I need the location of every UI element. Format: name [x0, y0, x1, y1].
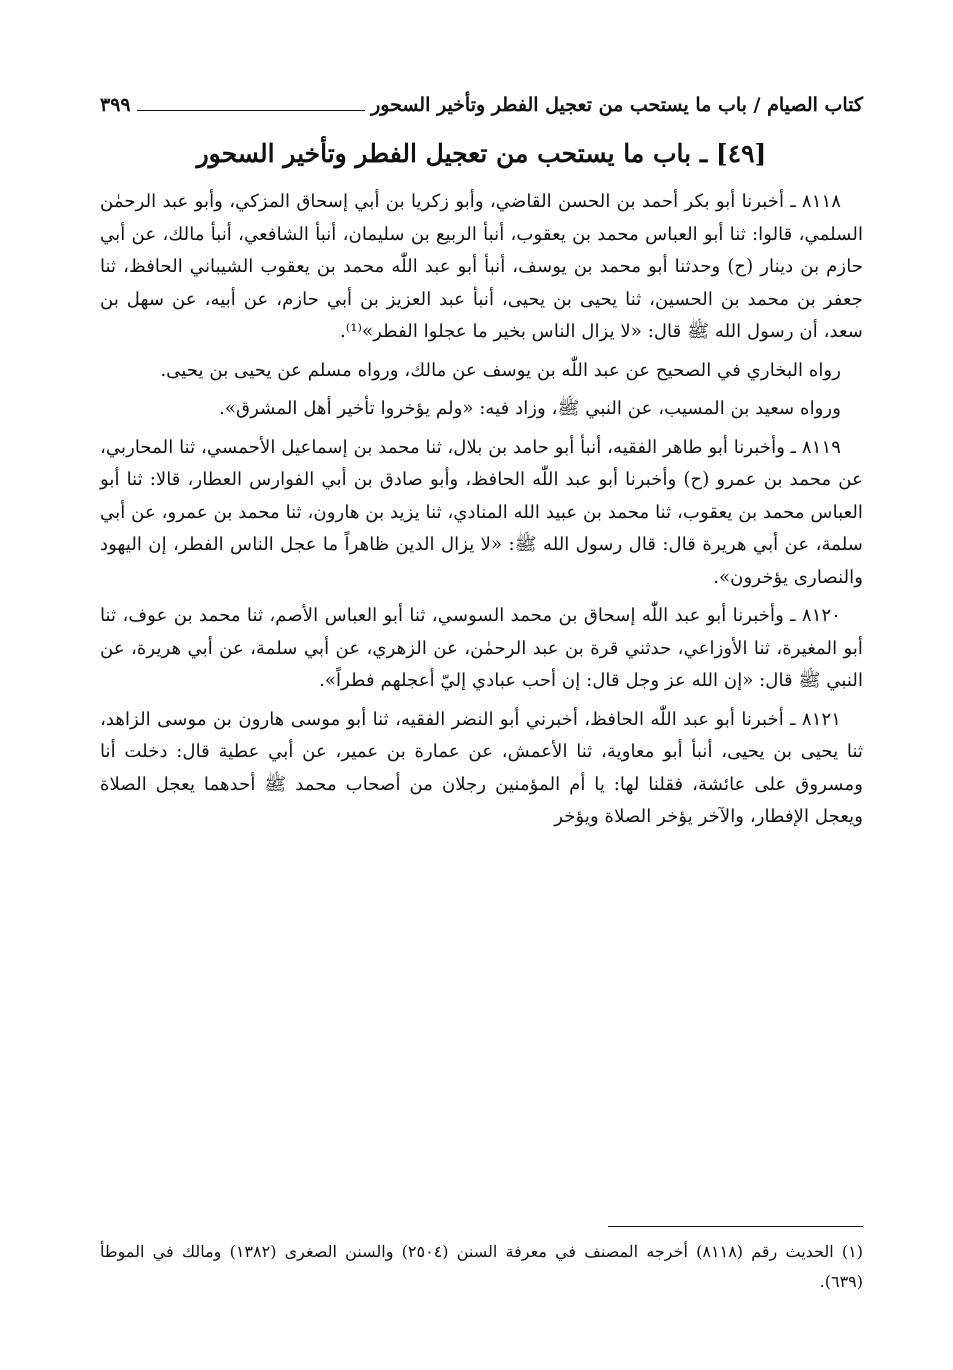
- footnotes: [100, 1237, 863, 1297]
- paragraph-said-note: ورواه سعيد بن المسيب، عن النبي ﷺ، وزاد فيه: «ولم يؤخروا تأخير أهل المشرق».: [219, 398, 841, 419]
- running-head: [100, 88, 863, 122]
- paragraph-hadith-8121: ٨١٢١ ـ أخبرنا أبو عبد اللّٰه الحافظ، أخبرني أبو النضر الفقيه، ثنا أبو موسى هارون بن موسى الزاهد، ثنا يحيى بن يحيى، أنبأ أبو معاوية، ثنا الأعمش، عن عمارة بن عمير، عن أبي عطية قال: دخلت أنا ومسروق على عائشة، فقلنا لها: يا أم المؤمنين رجلان من أصحاب محمد ﷺ أحدهما يعجل الصلاة ويعجل الإفطار، والآخر يؤخر الصلاة ويؤخر: [100, 708, 863, 827]
- page-content: [100, 88, 863, 840]
- chapter-title: [٤٩] ـ باب ما يستحب من تعجيل الفطر وتأخير السحور: [196, 139, 767, 168]
- running-head-title: كتاب الصيام / باب ما يستحب من تعجيل الفطر وتأخير السحور: [371, 94, 863, 116]
- page-number: ٣٩٩: [100, 94, 131, 116]
- paragraph-hadith-8119: ٨١١٩ ـ وأخبرنا أبو طاهر الفقيه، أنبأ أبو حامد بن بلال، ثنا محمد بن إسماعيل الأحمسي، ثنا المحاربي، عن محمد بن عمرو (ح) وأخبرنا أبو عبد اللّٰه الحافظ، وأبو صادق بن أبي الفوارس العطار، قالا: ثنا أبو العباس محمد بن يعقوب، ثنا محمد بن عبيد الله المنادي، ثنا يزيد بن هارون، ثنا محمد بن عمرو، عن أبي سلمة، عن أبي هريرة قال: قال رسول الله ﷺ: «لا يزال الدين ظاهراً ما عجل الناس الفطر، إن اليهود والنصارى يؤخرون».: [100, 436, 863, 588]
- running-head-rule: [137, 110, 365, 111]
- footnote-separator: [608, 1226, 863, 1227]
- paragraph-hadith-8118: ٨١١٨ ـ أخبرنا أبو بكر أحمد بن الحسن القاضي، وأبو زكريا بن أبي إسحاق المزكي، وأبو عبد الرحمٰن السلمي، قالوا: ثنا أبو العباس محمد بن يعقوب، أنبأ الربيع بن سليمان، أنبأ الشافعي، أنبأ مالك، عن أبي حازم بن دينار (ح) وحدثنا أبو محمد بن يوسف، أنبأ أبو عبد اللّٰه محمد بن يعقوب الشيباني الحافظ، ثنا جعفر بن محمد بن الحسين، ثنا يحيى بن يحيى، أنبأ عبد العزيز بن أبي حازم، عن أبيه، عن سهل بن سعد، أن رسول الله ﷺ قال: «لا يزال الناس بخير ما عجلوا الفطر»⁽¹⁾.: [100, 191, 863, 342]
- paragraph-hadith-8120: ٨١٢٠ ـ وأخبرنا أبو عبد اللّٰه إسحاق بن محمد السوسي، ثنا أبو العباس الأصم، ثنا محمد بن عوف، ثنا أبو المغيرة، ثنا الأوزاعي، حدثني قرة بن عبد الرحمٰن، عن الزهري، عن أبي سلمة، عن أبي هريرة، عن النبي ﷺ قال: «إن الله عز وجل قال: إن أحب عبادي إليّ أعجلهم فطراً».: [100, 605, 863, 691]
- footnote-1: (١) الحديث رقم (٨١١٨) أخرجه المصنف في معرفة السنن (٢٥٠٤) والسنن الصغرى (١٣٨٢) ومالك في الموطأ (٦٣٩).: [100, 1242, 863, 1291]
- body-text: [100, 186, 863, 834]
- paragraph-bukhari-note: رواه البخاري في الصحيح عن عبد اللّٰه بن يوسف عن مالك، ورواه مسلم عن يحيى بن يحيى.: [160, 359, 841, 381]
